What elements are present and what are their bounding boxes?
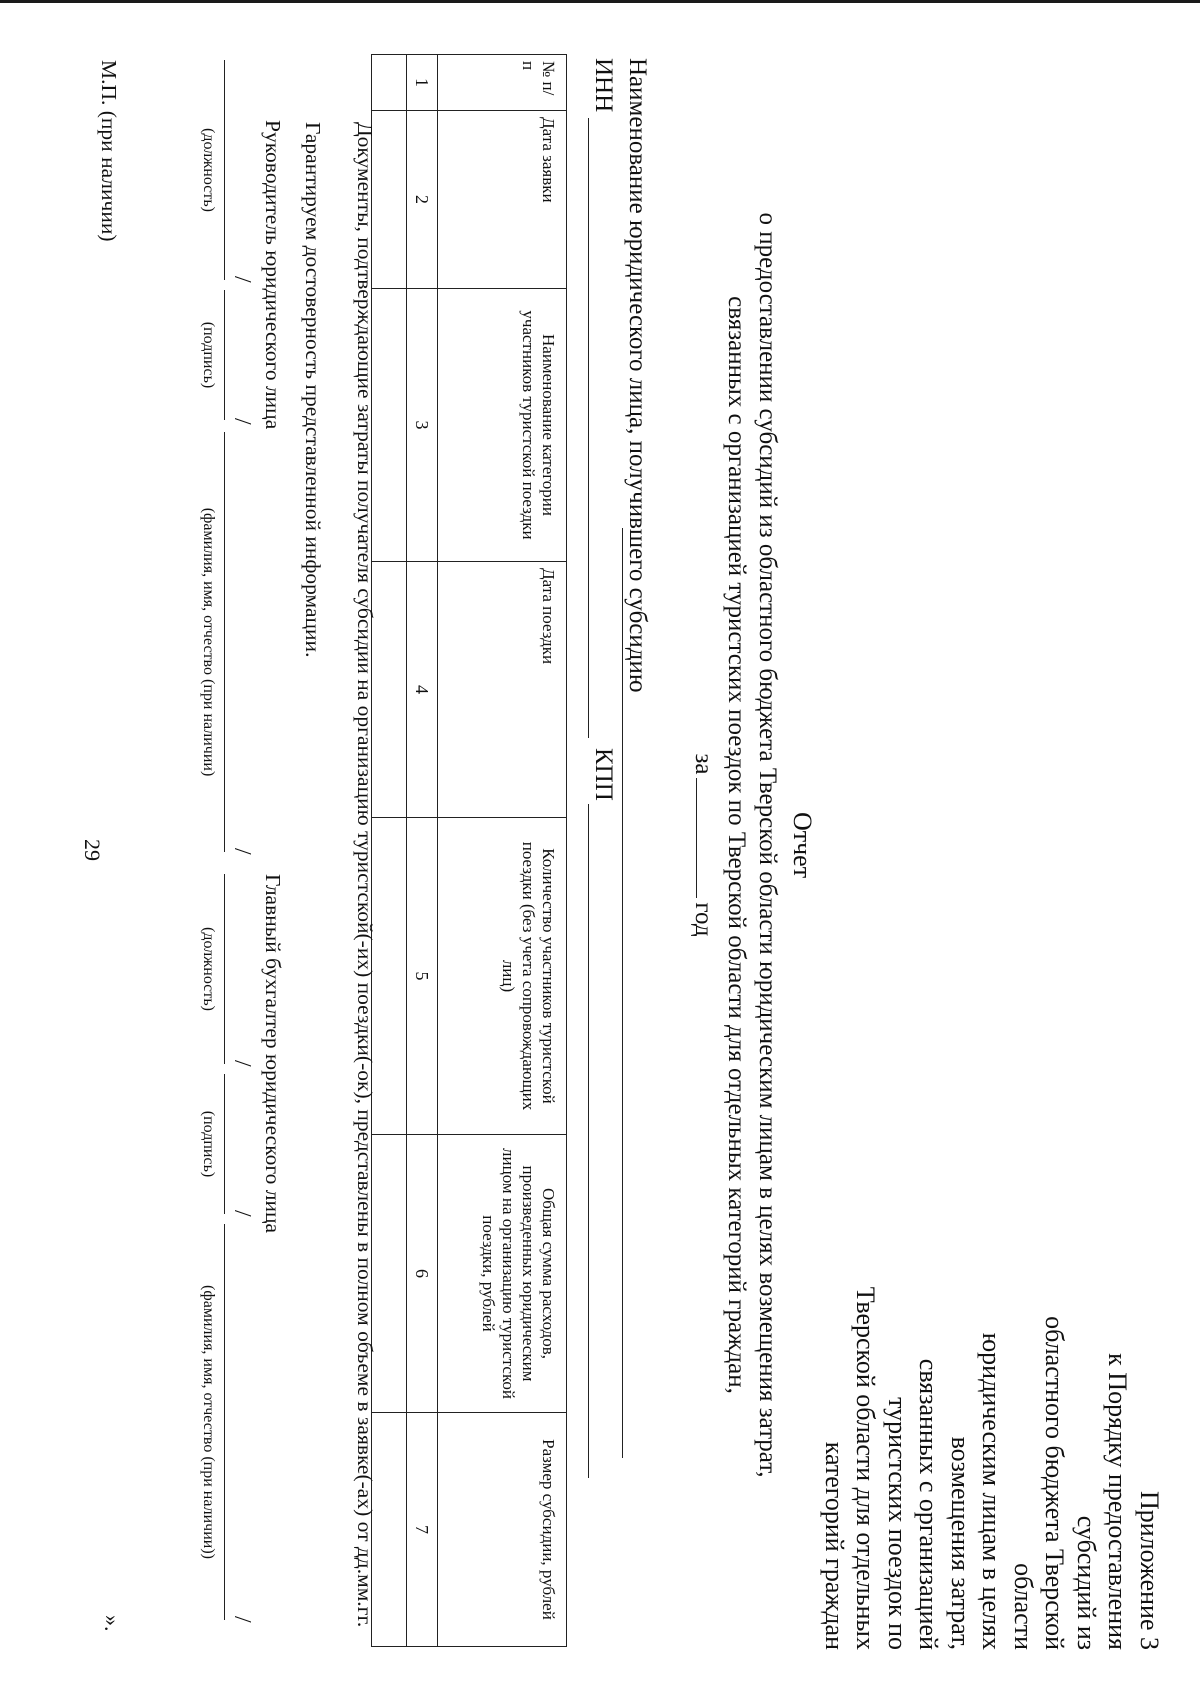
report-subtitle <box>721 40 783 1650</box>
page-number: 29 <box>80 839 105 861</box>
appendix-line: связанных с организацией туристских поездок по <box>883 1358 944 1650</box>
head-position-caption: (должность) <box>200 128 217 212</box>
org-name-blank-field[interactable] <box>622 528 623 1458</box>
accountant-position-blank[interactable] <box>224 874 225 1064</box>
number-cell: 2 <box>407 111 438 289</box>
report-table <box>371 54 567 1647</box>
rotated-document <box>95 40 1165 1650</box>
report-title: Отчет <box>788 811 817 879</box>
header-cell-total-expenses: Общая сумма расходов, произведенных юридическим лицом на организацию туристской поездки, рублей <box>438 1135 567 1413</box>
number-cell: 5 <box>407 818 438 1135</box>
table-number-row <box>407 55 438 1647</box>
header-cell-participants: Количество участников туристской поездки (без учета сопровождающих лиц) <box>438 818 567 1135</box>
table-header-row <box>438 55 567 1647</box>
head-signature-title: Руководитель юридического лица <box>261 120 285 430</box>
accountant-signature-blank[interactable] <box>224 1074 225 1214</box>
inn-blank-field[interactable] <box>588 118 589 738</box>
signature-slash: / <box>229 418 255 425</box>
header-cell-category: Наименование категории участников туристской поездки <box>438 289 567 562</box>
signature-slash: / <box>229 1616 255 1623</box>
report-subtitle-line-1: о предоставлении субсидий из областного бюджета Тверской области юридическим лицам в целях возмещения затрат, <box>754 212 781 1478</box>
header-cell-trip-date: Дата поездки <box>438 562 567 818</box>
year-prefix: за <box>690 753 717 775</box>
stamp-placeholder: М.П. (при наличии) <box>97 60 121 242</box>
appendix-block <box>819 1270 1166 1650</box>
accountant-signature-caption: (подпись) <box>200 1110 217 1178</box>
org-name-line <box>623 58 651 1458</box>
documents-paragraph: Документы, подтверждающие затраты получателя субсидии на организацию туристской(-их) поездки(-ок), представлены в полном объеме в заявке(-ах) от дд.мм.гг. <box>353 122 377 1628</box>
appendix-line: категорий граждан <box>820 1441 849 1650</box>
signature-slash: / <box>229 1060 255 1067</box>
accountant-name-caption: (фамилия, имя, отчество (при наличии)) <box>200 1285 217 1559</box>
org-name-label: Наименование юридического лица, получившего субсидию <box>624 58 651 693</box>
report-subtitle-line-2: связанных с организацией туристских поездок по Тверской области для отдельных категорий граждан, <box>723 296 750 1394</box>
head-position-blank[interactable] <box>224 60 225 280</box>
signature-slash: / <box>229 276 255 283</box>
guarantee-paragraph: Гарантируем достоверность представленной информации. <box>301 122 325 658</box>
inn-label: ИНН <box>590 58 617 113</box>
signature-slash: / <box>229 848 255 855</box>
number-cell: 6 <box>407 1135 438 1413</box>
head-signature-caption: (подпись) <box>200 321 217 389</box>
header-cell-subsidy-amount: Размер субсидии, рублей <box>438 1413 567 1647</box>
header-cell-number: № п/п <box>438 55 567 111</box>
kpp-blank-field[interactable] <box>588 804 589 1478</box>
head-name-caption: (фамилия, имя, отчество (при наличии) <box>200 507 217 777</box>
number-cell: 4 <box>407 562 438 818</box>
head-name-blank[interactable] <box>224 432 225 852</box>
appendix-line: областного бюджета Тверской области <box>1009 1316 1070 1650</box>
year-blank-field[interactable] <box>696 778 717 898</box>
accountant-position-caption: (должность) <box>200 927 217 1011</box>
appendix-line: юридическим лицам в целях возмещения затрат, <box>946 1332 1007 1650</box>
kpp-label: КПП <box>590 748 617 801</box>
appendix-line: Тверской области для отдельных <box>851 1286 881 1650</box>
number-cell: 3 <box>407 289 438 562</box>
top-edge-rule <box>0 0 1200 3</box>
accountant-signature-title: Главный бухгалтер юридического лица <box>261 874 285 1234</box>
year-suffix: год <box>690 902 717 937</box>
header-cell-application-date: Дата заявки <box>438 111 567 289</box>
report-year-line <box>689 40 717 1650</box>
signature-slash: / <box>229 1210 255 1217</box>
appendix-line: к Порядку предоставления субсидий из <box>1072 1353 1133 1650</box>
head-signature-blank[interactable] <box>224 290 225 420</box>
closing-quote: ». <box>100 1615 125 1632</box>
appendix-line: Приложение 3 <box>1135 1490 1164 1650</box>
accountant-name-blank[interactable] <box>224 1224 225 1620</box>
number-cell: 7 <box>407 1413 438 1647</box>
number-cell: 1 <box>407 55 438 111</box>
